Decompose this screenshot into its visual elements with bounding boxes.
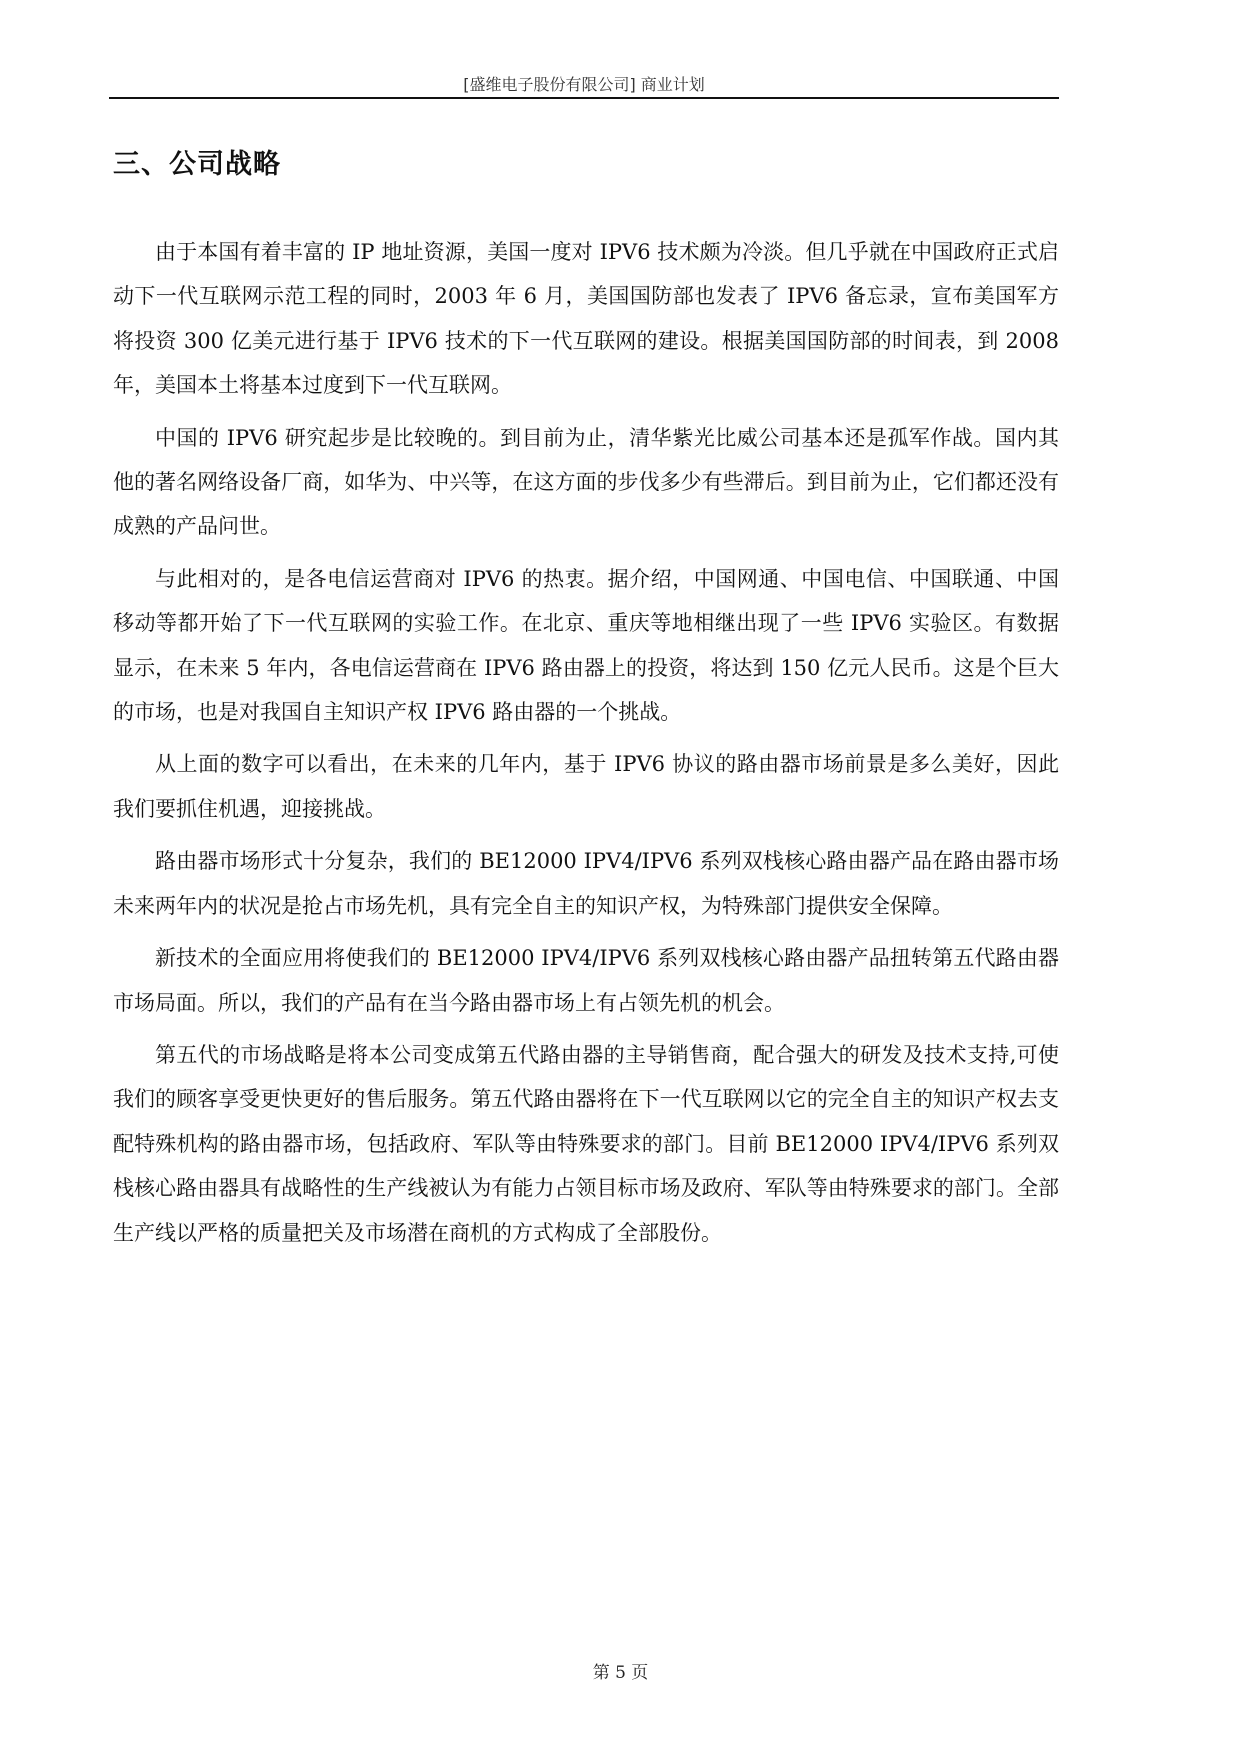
paragraph: 第五代的市场战略是将本公司变成第五代路由器的主导销售商，配合强大的研发及技术支持,可使我们的顾客享受更快更好的售后服务。第五代路由器将在下一代互联网以它的完全自主的知识产权去支配特殊机构的路由器市场，包括政府、军队等由特殊要求的部门。目前 BE12000 IPV4/IPV6 系列双栈核心路由器具有战略性的生产线被认为有能力占领目标市场及政府、军队等由特殊要求的部门。全部生产线以严格的质量把关及市场潜在商机的方式构成了全部股份。 <box>113 1042 1059 1245</box>
paragraph: 中国的 IPV6 研究起步是比较晚的。到目前为止，清华紫光比威公司基本还是孤军作战。国内其他的著名网络设备厂商，如华为、中兴等，在这方面的步伐多少有些滞后。到目前为止，它们都还没有成熟的产品问世。 <box>113 425 1059 539</box>
section-body <box>113 230 1059 1263</box>
paragraph: 从上面的数字可以看出，在未来的几年内，基于 IPV6 协议的路由器市场前景是多么美好，因此我们要抓住机遇，迎接挑战。 <box>113 752 1059 821</box>
page-header-title: [盛维电子股份有限公司] 商业计划 <box>463 75 705 94</box>
paragraph: 与此相对的，是各电信运营商对 IPV6 的热衷。据介绍，中国网通、中国电信、中国联通、中国移动等都开始了下一代互联网的实验工作。在北京、重庆等地相继出现了一些 IPV6 实验区。有数据显示，在未来 5 年内，各电信运营商在 IPV6 路由器上的投资，将达到 150 亿元人民币。这是个巨大的市场，也是对我国自主知识产权 IPV6 路由器的一个挑战。 <box>113 566 1059 725</box>
paragraph: 路由器市场形式十分复杂，我们的 BE12000 IPV4/IPV6 系列双栈核心路由器产品在路由器市场未来两年内的状况是抢占市场先机，具有完全自主的知识产权，为特殊部门提供安全保障。 <box>113 849 1059 918</box>
section-heading: 三、公司战略 <box>113 149 281 180</box>
paragraph: 由于本国有着丰富的 IP 地址资源，美国一度对 IPV6 技术颇为冷淡。但几乎就在中国政府正式启动下一代互联网示范工程的同时，2003 年 6 月，美国国防部也发表了 IPV6 备忘录，宣布美国军方将投资 300 亿美元进行基于 IPV6 技术的下一代互联网的建设。根据美国国防部的时间表，到 2008 年，美国本土将基本过度到下一代互联网。 <box>113 240 1059 398</box>
page-number: 第 5 页 <box>592 1663 649 1683</box>
paragraph: 新技术的全面应用将使我们的 BE12000 IPV4/IPV6 系列双栈核心路由器产品扭转第五代路由器市场局面。所以，我们的产品有在当今路由器市场上有占领先机的机会。 <box>113 946 1059 1015</box>
header-divider <box>109 97 1059 99</box>
